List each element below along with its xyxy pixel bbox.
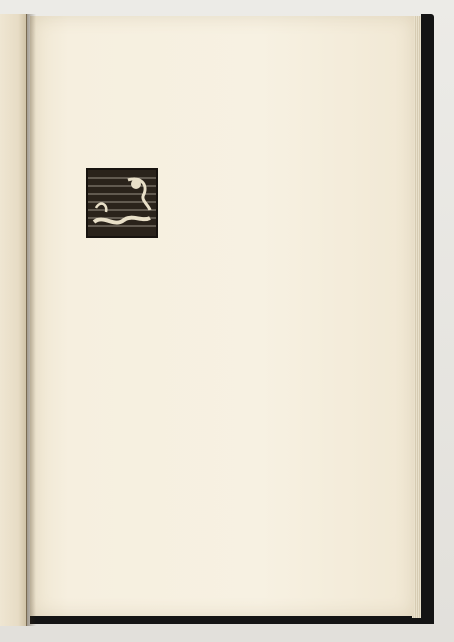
chapter-heading [100,139,398,159]
decorated-initial [86,168,158,238]
book-page [30,16,414,616]
running-head [138,42,408,64]
left-page-edge [0,14,27,626]
woodcut-background-icon [88,170,156,236]
book-binding-right [421,14,434,622]
gutter-shadow [26,14,36,626]
book-binding-bottom [30,616,434,624]
